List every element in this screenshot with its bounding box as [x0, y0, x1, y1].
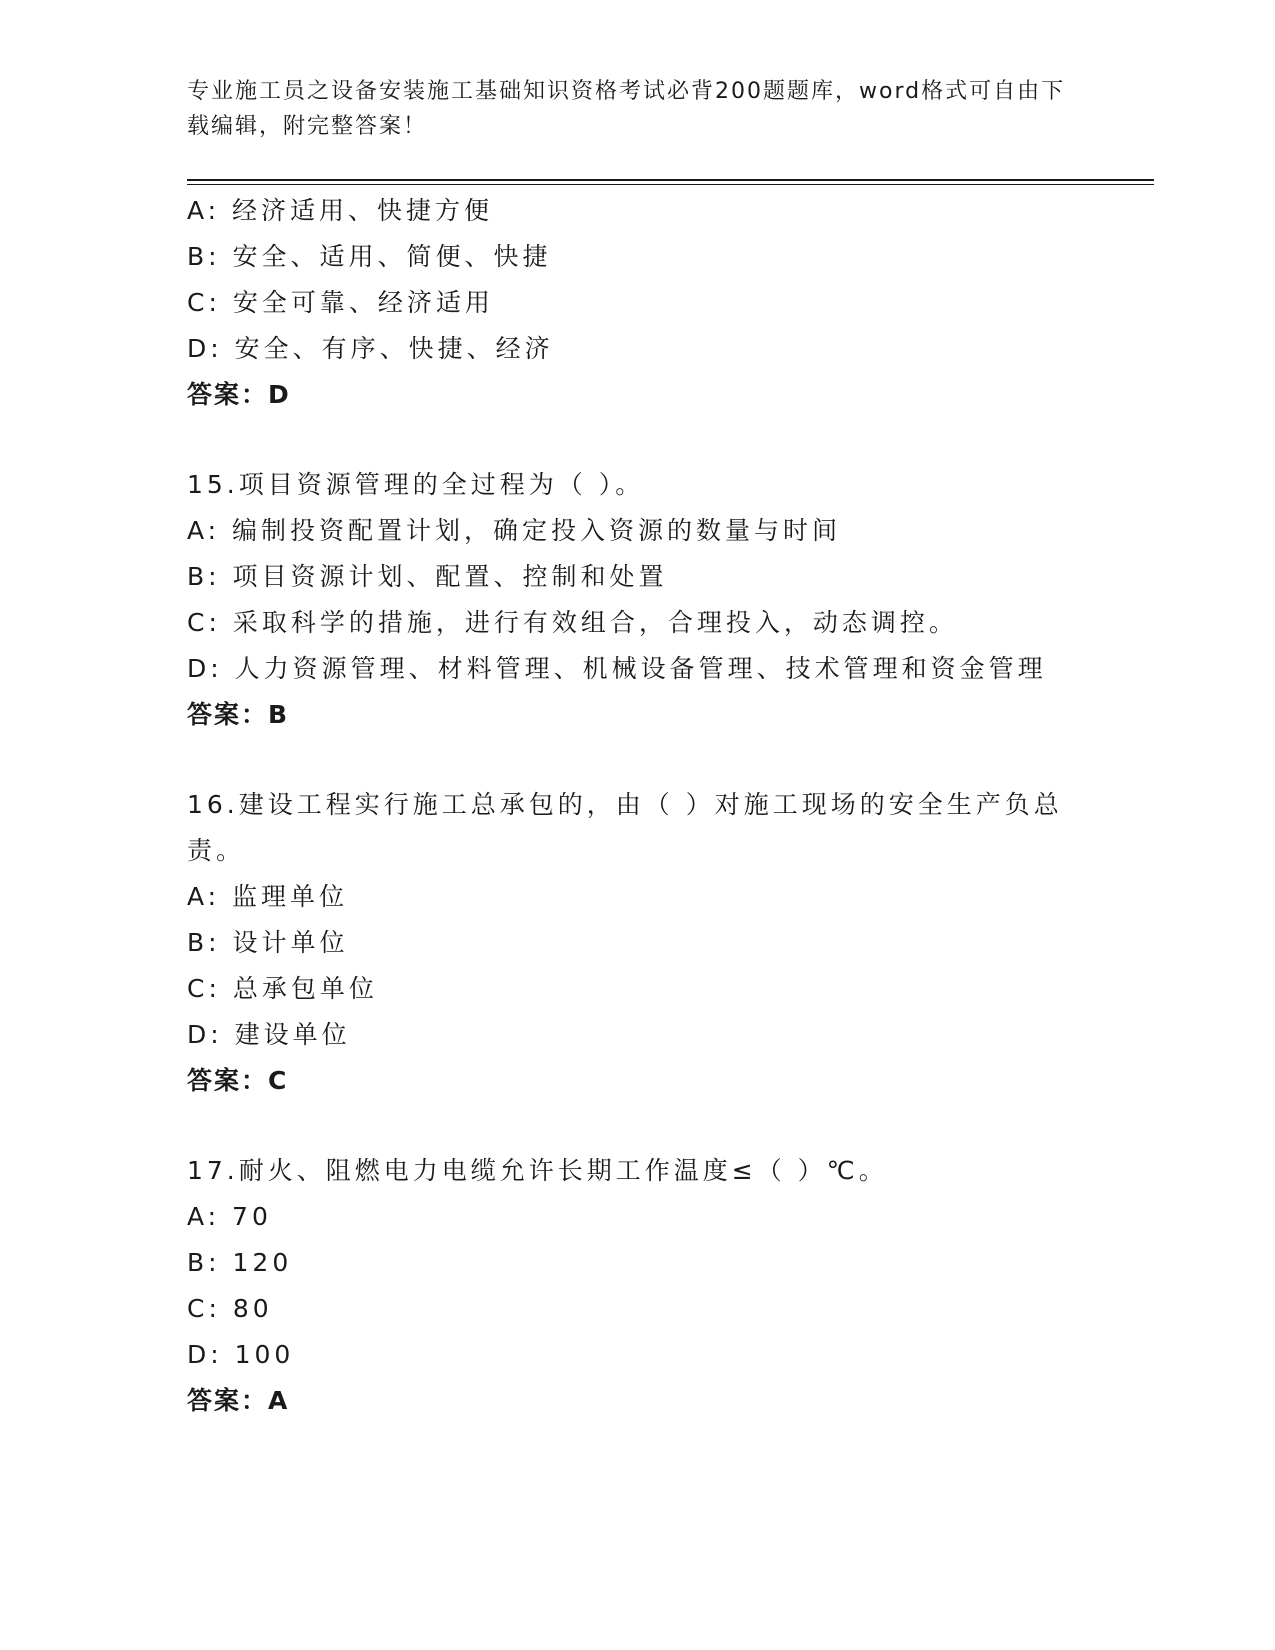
answer-line: 答案：D: [187, 380, 291, 409]
answer-line: 答案：B: [187, 700, 290, 729]
spacer: [187, 418, 1087, 462]
option-c: C: 总承包单位: [187, 974, 378, 1003]
spacer: [187, 738, 1087, 782]
question-list: [187, 188, 1087, 1424]
document-header: 专业施工员之设备安装施工基础知识资格考试必背200题题库，word格式可自由下载编辑，附完整答案！: [187, 79, 1066, 139]
question-block-14: [187, 188, 1087, 418]
header-divider-thin: [187, 184, 1154, 185]
option-a: A: 70: [187, 1202, 272, 1231]
option-a: A: 编制投资配置计划，确定投入资源的数量与时间: [187, 516, 842, 545]
answer-line: 答案：C: [187, 1066, 289, 1095]
option-b: B: 项目资源计划、配置、控制和处置: [187, 562, 668, 591]
question-text: 15.项目资源管理的全过程为（ ）。: [187, 470, 645, 499]
question-block-16: [187, 782, 1087, 1104]
option-b: B: 设计单位: [187, 928, 349, 957]
option-d: D: 建设单位: [187, 1020, 351, 1049]
answer-line: 答案：A: [187, 1386, 290, 1415]
option-a: A: 监理单位: [187, 882, 349, 911]
option-c: C: 采取科学的措施，进行有效组合，合理投入，动态调控。: [187, 608, 958, 637]
option-c: C: 安全可靠、经济适用: [187, 288, 494, 317]
option-d: D: 安全、有序、快捷、经济: [187, 334, 554, 363]
option-a: A: 经济适用、快捷方便: [187, 196, 494, 225]
question-block-15: [187, 462, 1087, 738]
option-b: B: 120: [187, 1248, 293, 1277]
option-d: D: 人力资源管理、材料管理、机械设备管理、技术管理和资金管理: [187, 654, 1047, 683]
question-text: 16.建设工程实行施工总承包的，由（ ）对施工现场的安全生产负总责。: [187, 790, 1063, 865]
option-c: C: 80: [187, 1294, 273, 1323]
option-d: D: 100: [187, 1340, 295, 1369]
spacer: [187, 1104, 1087, 1148]
question-text: 17.耐火、阻燃电力电缆允许长期工作温度≤（ ）℃。: [187, 1156, 888, 1185]
option-b: B: 安全、适用、简便、快捷: [187, 242, 552, 271]
question-block-17: [187, 1148, 1087, 1424]
header-divider: [187, 179, 1154, 181]
